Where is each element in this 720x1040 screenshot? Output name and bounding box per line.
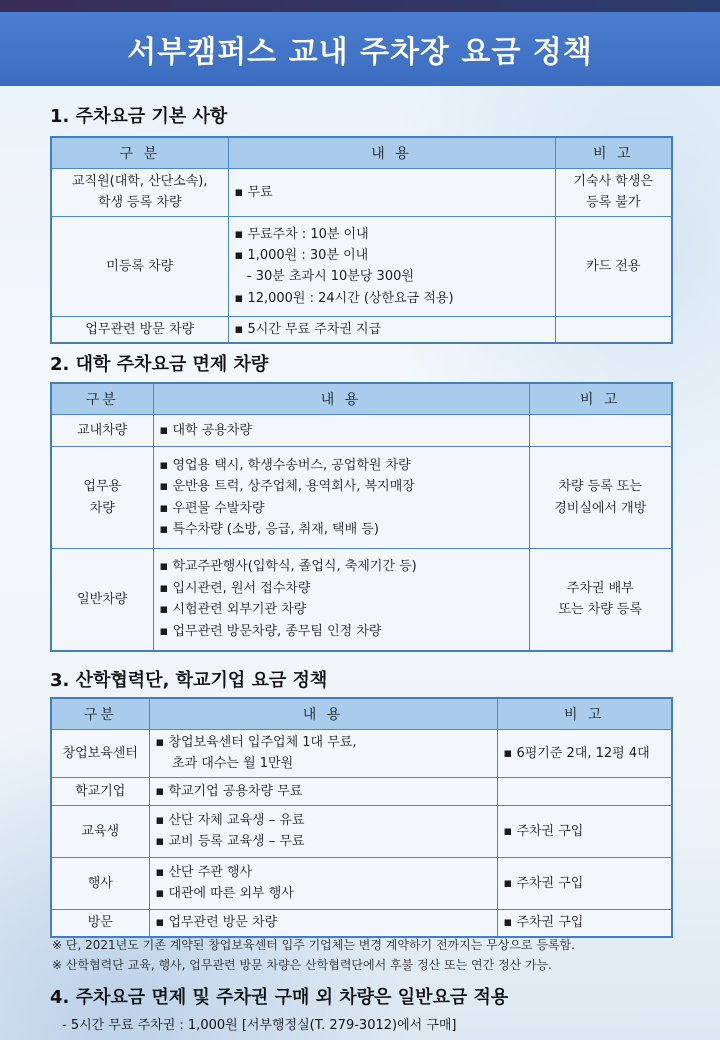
row-content <box>149 909 497 937</box>
row-content <box>153 415 529 447</box>
table-row <box>51 169 672 217</box>
cell-line: 차량 등록 또는 <box>558 479 643 495</box>
row-category <box>51 857 149 909</box>
row-note <box>529 415 672 447</box>
cell-line: 교내차량 <box>77 422 128 438</box>
row-note <box>497 730 672 778</box>
row-content <box>149 777 497 805</box>
header-content: 내 용 <box>153 383 529 415</box>
footnote: ※ 단, 2021년도 기존 계약된 창업보육센터 입주 기업체는 변경 계약하기 전까지는 무상으로 등록함. <box>52 938 575 952</box>
row-content <box>153 447 529 549</box>
row-note <box>497 909 672 937</box>
cell-line: 일반차량 <box>77 591 128 607</box>
page-title: 서부캠퍼스 교내 주차장 요금 정책 <box>127 35 593 70</box>
section3-notes <box>52 935 575 975</box>
header-category: 구분 <box>51 383 153 415</box>
table-header-row <box>51 383 672 415</box>
cell-line: 차량 <box>89 500 115 516</box>
row-note <box>555 216 672 316</box>
cell-line: ▪ 산단 주관 행사 <box>155 864 253 880</box>
header-note: 비 고 <box>497 698 672 730</box>
cell-line: 경비실에서 개방 <box>554 500 647 516</box>
section1-table <box>50 136 673 344</box>
row-note <box>497 805 672 857</box>
table-row <box>51 805 672 857</box>
cell-line: 교육생 <box>81 823 120 839</box>
row-content <box>149 857 497 909</box>
title-banner <box>0 12 720 86</box>
row-content <box>228 169 555 217</box>
cell-line: ▪ 교비 등록 교육생 – 무료 <box>155 834 305 850</box>
row-note <box>497 857 672 909</box>
cell-line: ▪ 입시관련, 원서 접수차량 <box>159 580 311 596</box>
header-content: 내 용 <box>228 137 555 169</box>
table-row <box>51 909 672 937</box>
cell-line: ▪ 학교기업 공용차량 무료 <box>155 783 303 799</box>
section4-title: 4. 주차요금 면제 및 주차권 구매 외 차량은 일반요금 적용 <box>50 987 509 1008</box>
cell-line: 학생 등록 차량 <box>97 195 182 211</box>
row-content <box>149 730 497 778</box>
row-note <box>529 447 672 549</box>
row-category <box>51 805 149 857</box>
header-note: 비 고 <box>529 383 672 415</box>
cell-line: ▪ 대학 공용차량 <box>159 422 252 438</box>
row-category <box>51 169 228 217</box>
row-note <box>497 777 672 805</box>
cell-line: ▪ 창업보육센터 입주업체 1대 무료, <box>155 735 357 750</box>
cell-line: 행사 <box>87 875 113 891</box>
cell-line: 주차권 배부 <box>566 580 634 596</box>
cell-line: ▪ 무료주차 : 10분 이내 <box>234 226 369 242</box>
section4-detail: - 5시간 무료 주차권 : 1,000원 [서부행정실(T. 279-3012)에서 구매] <box>62 1018 457 1033</box>
section2-title: 2. 대학 주차요금 면제 차량 <box>50 354 269 375</box>
cell-line: ▪ 우편물 수발차량 <box>159 500 265 516</box>
section3-table <box>50 697 673 938</box>
table-row <box>51 730 672 778</box>
table-row <box>51 316 672 343</box>
top-accent-bar <box>0 0 720 12</box>
row-category <box>51 777 149 805</box>
row-category <box>51 415 153 447</box>
cell-line: ▪ 산단 자체 교육생 – 유료 <box>155 812 305 828</box>
footnote: ※ 산학협력단 교육, 행사, 업무관련 방문 차량은 산학협력단에서 후불 정산 또는 연간 정산 가능. <box>52 958 552 972</box>
header-category: 구 분 <box>51 137 228 169</box>
cell-line: ▪ 6평기준 2대, 12평 4대 <box>503 745 650 761</box>
row-content <box>228 216 555 316</box>
cell-line: ▪ 학교주관행사(입학식, 졸업식, 축제기간 등) <box>159 559 417 575</box>
section2-table <box>50 382 673 652</box>
cell-line: 창업보육센터 <box>62 745 138 761</box>
table-header-row <box>51 137 672 169</box>
cell-line: 기숙사 학생은 <box>573 174 653 189</box>
cell-line: 교직원(대학, 산단소속), <box>71 174 208 189</box>
cell-line: 등록 불가 <box>586 195 641 211</box>
section1-title: 1. 주차요금 기본 사항 <box>50 106 228 127</box>
cell-line: ▪ 운반용 트럭, 상주업체, 용역회사, 복지매장 <box>159 479 415 495</box>
cell-line: 초과 대수는 월 1만원 <box>155 756 294 772</box>
table-row <box>51 857 672 909</box>
row-category <box>51 316 228 343</box>
cell-line: ▪ 영업용 택시, 학생수송버스, 공업학원 차량 <box>159 457 411 473</box>
cell-line: ▪ 특수차량 (소방, 응급, 취재, 택배 등) <box>159 521 379 537</box>
table-row <box>51 216 672 316</box>
cell-line: ▪ 주차권 구입 <box>503 823 584 839</box>
row-category <box>51 909 149 937</box>
cell-line: ▪ 시험관련 외부기관 차량 <box>159 602 307 618</box>
cell-line: ▪ 무료 <box>234 184 273 200</box>
cell-line: ▪ 주차권 구입 <box>503 875 584 891</box>
cell-line: 업무관련 방문 차량 <box>85 321 195 337</box>
header-note: 비 고 <box>555 137 672 169</box>
header-category: 구분 <box>51 698 149 730</box>
cell-line: ▪ 주차권 구입 <box>503 915 584 931</box>
header-content: 내 용 <box>149 698 497 730</box>
section3-title: 3. 산학협력단, 학교기업 요금 정책 <box>50 670 328 691</box>
row-category <box>51 216 228 316</box>
cell-line: 카드 전용 <box>586 258 641 274</box>
row-category <box>51 730 149 778</box>
row-content <box>228 316 555 343</box>
cell-line: 업무용 <box>83 479 122 495</box>
table-header-row <box>51 698 672 730</box>
table-row <box>51 549 672 651</box>
cell-line: 또는 차량 등록 <box>558 602 643 618</box>
row-note <box>555 316 672 343</box>
cell-line: ▪ 대관에 따른 외부 행사 <box>155 886 294 902</box>
row-content <box>149 805 497 857</box>
cell-line: 방문 <box>87 915 113 931</box>
table-row <box>51 777 672 805</box>
row-content <box>153 549 529 651</box>
table-row <box>51 415 672 447</box>
row-category <box>51 447 153 549</box>
row-note <box>529 549 672 651</box>
row-category <box>51 549 153 651</box>
cell-line: 미등록 차량 <box>106 258 174 274</box>
row-note <box>555 169 672 217</box>
cell-line: - 30분 초과시 10분당 300원 <box>234 269 414 285</box>
cell-line: ▪ 1,000원 : 30분 이내 <box>234 247 369 263</box>
table-row <box>51 447 672 549</box>
cell-line: 학교기업 <box>75 783 126 799</box>
cell-line: ▪ 12,000원 : 24시간 (상한요금 적용) <box>234 290 454 306</box>
cell-line: ▪ 업무관련 방문차량, 종무팀 인정 차량 <box>159 623 382 639</box>
cell-line: ▪ 업무관련 방문 차량 <box>155 915 278 931</box>
cell-line: ▪ 5시간 무료 주차권 지급 <box>234 321 382 337</box>
